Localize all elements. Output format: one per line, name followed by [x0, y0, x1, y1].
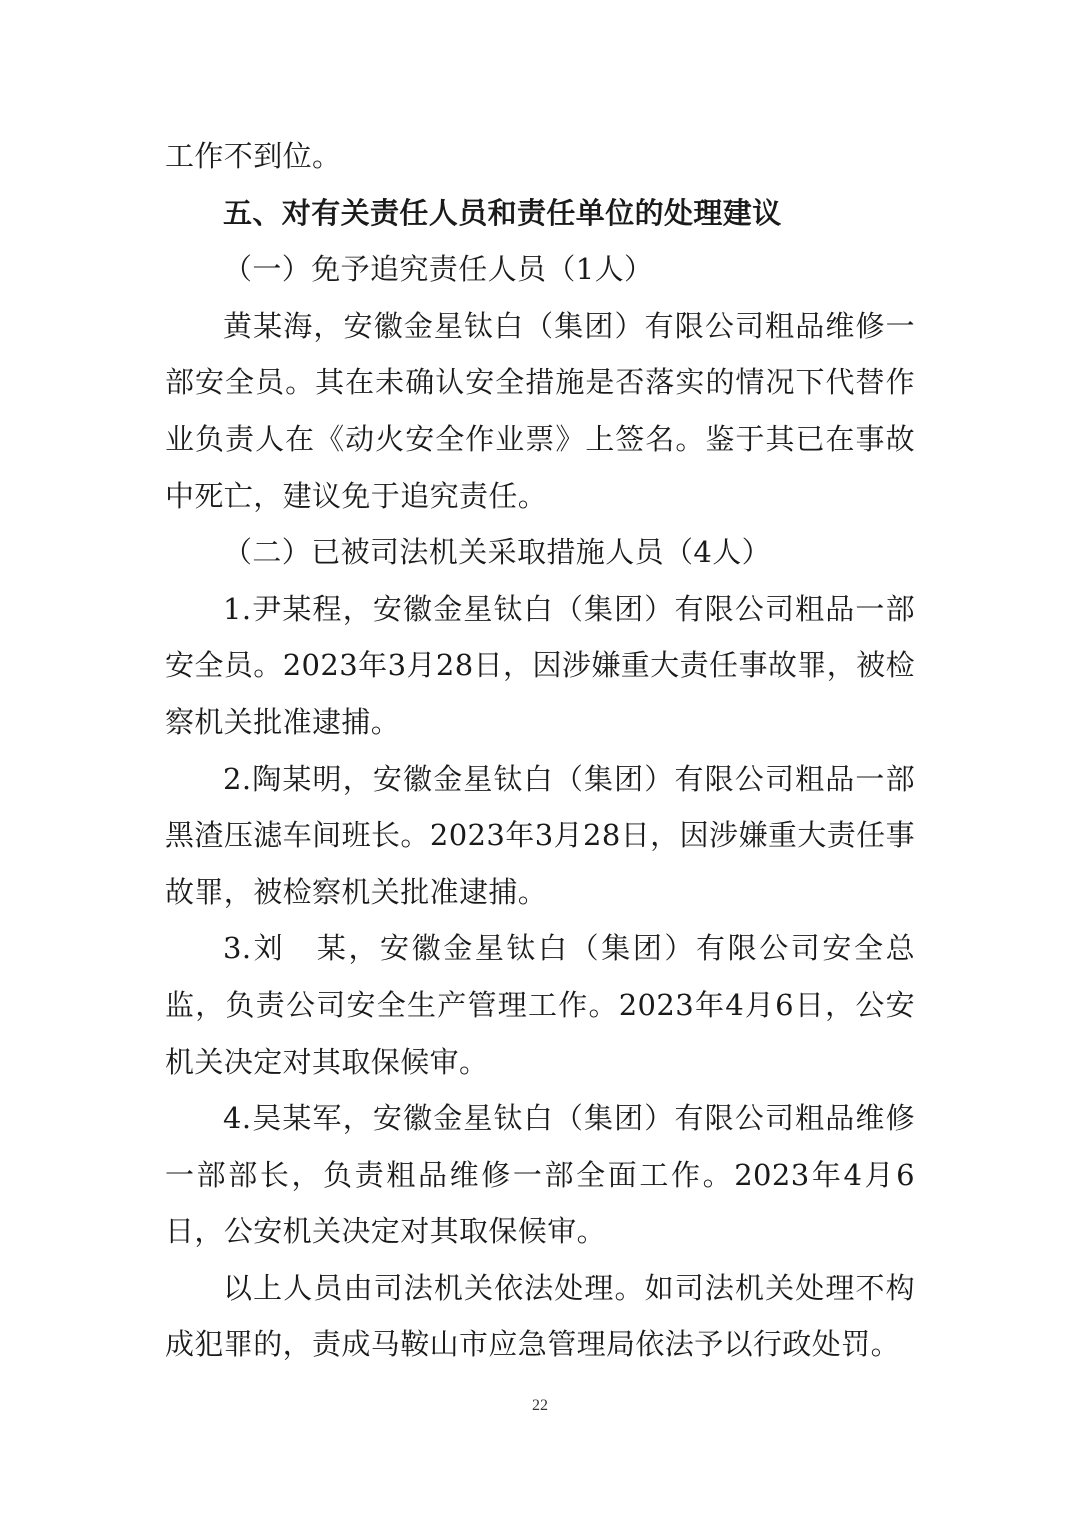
paragraph-yin: 1.尹某程，安徽金星钛白（集团）有限公司粗品一部安全员。2023年3月28日，因涉嫌重大责任事故罪，被检察机关批准逮捕。	[165, 591, 915, 739]
paragraph-wu: 4.吴某军，安徽金星钛白（集团）有限公司粗品维修一部部长，负责粗品维修一部全面工作。2023年4月6日，公安机关决定对其取保候审。	[165, 1101, 915, 1249]
section-heading: 五、对有关责任人员和责任单位的处理建议	[223, 195, 782, 230]
page-number: 22	[532, 1397, 548, 1414]
paragraph-continuation: 工作不到位。	[165, 139, 342, 173]
paragraph-conclusion: 以上人员由司法机关依法处理。如司法机关处理不构成犯罪的，责成马鞍山市应急管理局依法予以行政处罚。	[165, 1270, 915, 1362]
document-body	[165, 128, 915, 1373]
paragraph-liu: 3.刘 某，安徽金星钛白（集团）有限公司安全总监，负责公司安全生产管理工作。2023年4月6日，公安机关决定对其取保候审。	[165, 931, 915, 1079]
paragraph-huang: 黄某海，安徽金星钛白（集团）有限公司粗品维修一部安全员。其在未确认安全措施是否落实的情况下代替作业负责人在《动火安全作业票》上签名。鉴于其已在事故中死亡，建议免于追究责任。	[165, 308, 915, 513]
subheading-exempt: （一）免予追究责任人员（1人）	[223, 252, 654, 287]
paragraph-tao: 2.陶某明，安徽金星钛白（集团）有限公司粗品一部黑渣压滤车间班长。2023年3月28日，因涉嫌重大责任事故罪，被检察机关批准逮捕。	[165, 761, 915, 909]
subheading-judicial: （二）已被司法机关采取措施人员（4人）	[223, 535, 772, 570]
